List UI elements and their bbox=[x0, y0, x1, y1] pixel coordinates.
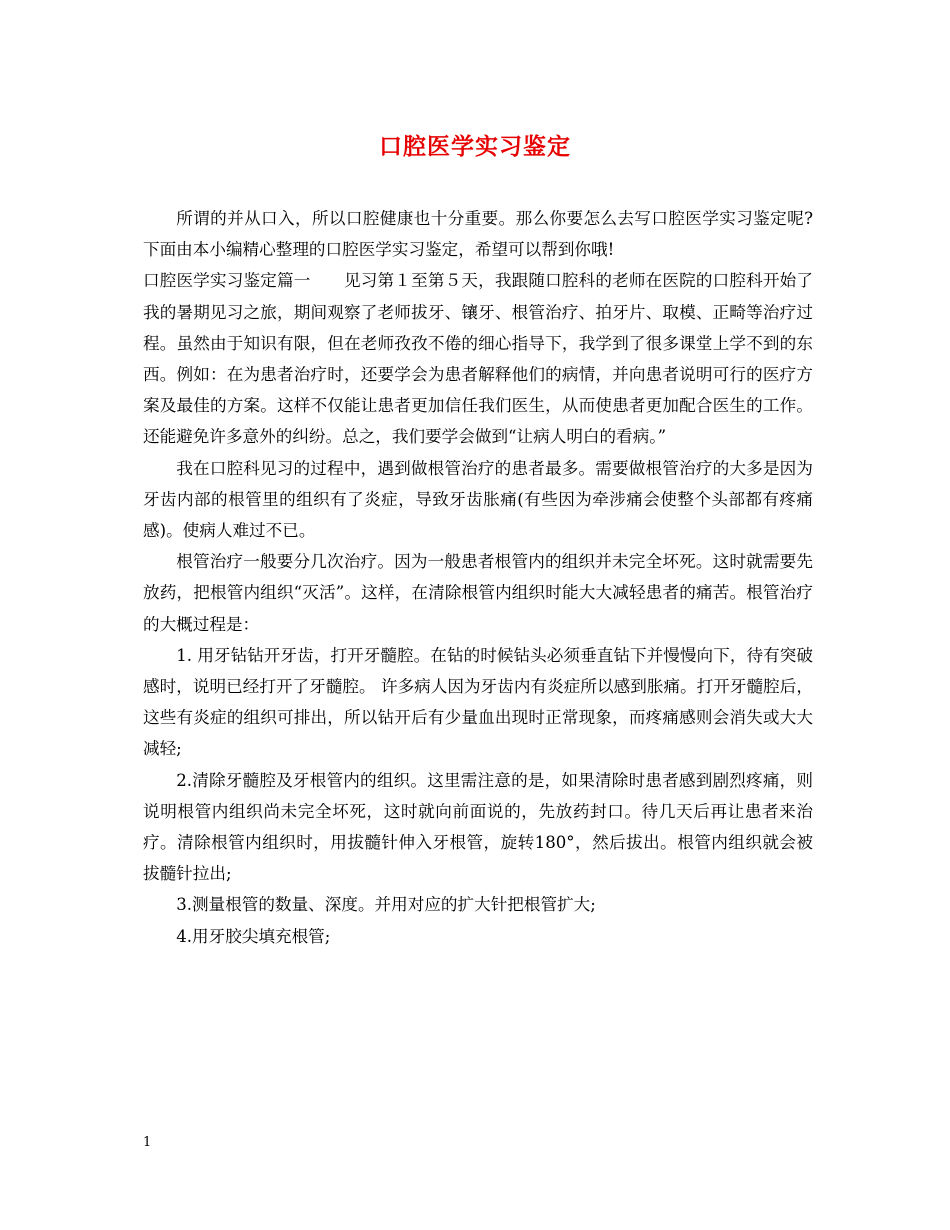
paragraph-section-one: 口腔医学实习鉴定篇一 见习第１至第５天，我跟随口腔科的老师在医院的口腔科开始了我的暑期见习之旅，期间观察了老师拔牙、镶牙、根管治疗、拍牙片、取模、正畸等治疗过程。虽然由于知识有限，但在老师孜孜不倦的细心指导下，我学到了很多课堂上学不到的东西。例如：在为患者治疗时，还要学会为患者解释他们的病情，并向患者说明可行的医疗方案及最佳的方案。这样不仅能让患者更加信任我们医生，从而使患者更加配合医生的工作。还能避免许多意外的纠纷。总之，我们要学会做到“让病人明白的看病。” bbox=[143, 271, 813, 447]
paragraph-step-3: 3.测量根管的数量、深度。并用对应的扩大针把根管扩大; bbox=[176, 895, 596, 915]
paragraph-step-2: 2.清除牙髓腔及牙根管内的组织。这里需注意的是，如果清除时患者感到剧烈疼痛，则说明根管内组织尚未完全坏死，这时就向前面说的，先放药封口。待几天后再让患者来治疗。清除根管内组织时，用拔髓针伸入牙根管，旋转180°，然后拔出。根管内组织就会被拔髓针拉出; bbox=[143, 770, 813, 884]
paragraph-root-canal-patients: 我在口腔科见习的过程中，遇到做根管治疗的患者最多。需要做根管治疗的大多是因为牙齿内部的根管里的组织有了炎症，导致牙齿胀痛(有些因为牵涉痛会使整个头部都有疼痛感)。使病人难过不已。 bbox=[143, 458, 813, 541]
page-number: 1 bbox=[143, 1135, 152, 1150]
document-title: 口腔医学实习鉴定 bbox=[379, 133, 571, 160]
paragraph-root-canal-treatment: 根管治疗一般要分几次治疗。因为一般患者根管内的组织并未完全坏死。这时就需要先放药，把根管内组织“灭活”。这样，在清除根管内组织时能大大减轻患者的痛苦。根管治疗的大概过程是： bbox=[143, 552, 813, 634]
paragraph-intro: 所谓的并从口入，所以口腔健康也十分重要。那么你要怎么去写口腔医学实习鉴定呢?下面由本小编精心整理的口腔医学实习鉴定，希望可以帮到你哦! bbox=[143, 209, 813, 260]
document-body bbox=[143, 203, 813, 952]
paragraph-step-1: 1. 用牙钻钻开牙齿，打开牙髓腔。在钻的时候钻头必须垂直钻下并慢慢向下，待有突破感时，说明已经打开了牙髓腔。 许多病人因为牙齿内有炎症所以感到胀痛。打开牙髓腔后，这些有炎症的组织可排出，所以钻开后有少量血出现时正常现象，而疼痛感则会消失或大大减轻; bbox=[143, 645, 813, 759]
paragraph-step-4: 4.用牙胶尖填充根管; bbox=[176, 926, 331, 946]
